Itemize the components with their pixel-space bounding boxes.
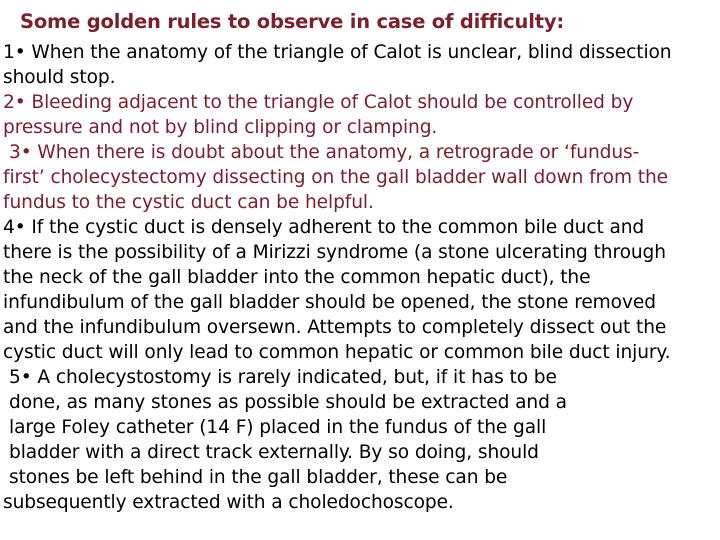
rule-5-line-5: stones be left behind in the gall bladder, these can be: [9, 467, 508, 488]
rule-2: [3, 90, 715, 140]
rule-4-line-2: there is the possibility of a Mirizzi syndrome (a stone ulcerating through: [3, 242, 666, 263]
rule-5-line-6: subsequently extracted with a choledochoscope.: [3, 492, 454, 513]
rule-3-line-2: first’ cholecystectomy dissecting on the gall bladder wall down from the: [3, 167, 668, 188]
rule-3-line-3: fundus to the cystic duct can be helpful.: [3, 192, 374, 213]
rule-1: [3, 40, 715, 90]
rule-1-line-2: should stop.: [3, 67, 116, 88]
page-title: Some golden rules to observe in case of difficulty:: [20, 10, 564, 33]
rule-5-line-3: large Foley catheter (14 F) placed in the fundus of the gall: [9, 417, 547, 438]
rule-4-line-6: cystic duct will only lead to common hepatic or common bile duct injury.: [3, 342, 671, 363]
rule-2-line-2: pressure and not by blind clipping or clamping.: [3, 117, 438, 138]
rules-list: [3, 40, 715, 515]
rule-4-line-3: the neck of the gall bladder into the common hepatic duct), the: [3, 267, 591, 288]
rule-5: [3, 365, 715, 515]
rule-3: [3, 140, 715, 215]
rule-4-line-1: 4• If the cystic duct is densely adherent to the common bile duct and: [3, 217, 645, 238]
rule-3-line-1: 3• When there is doubt about the anatomy, a retrograde or ‘fundus-: [9, 142, 640, 163]
rule-4: [3, 215, 715, 365]
rule-5-line-4: bladder with a direct track externally. By so doing, should: [9, 442, 539, 463]
rule-5-line-1: 5• A cholecystostomy is rarely indicated, but, if it has to be: [9, 367, 557, 388]
rule-2-line-1: 2• Bleeding adjacent to the triangle of Calot should be controlled by: [3, 92, 634, 113]
rule-4-line-5: and the infundibulum oversewn. Attempts to completely dissect out the: [3, 317, 667, 338]
rule-1-line-1: 1• When the anatomy of the triangle of Calot is unclear, blind dissection: [3, 42, 672, 63]
rule-5-line-2: done, as many stones as possible should be extracted and a: [9, 392, 567, 413]
rule-4-line-4: infundibulum of the gall bladder should be opened, the stone removed: [3, 292, 656, 313]
